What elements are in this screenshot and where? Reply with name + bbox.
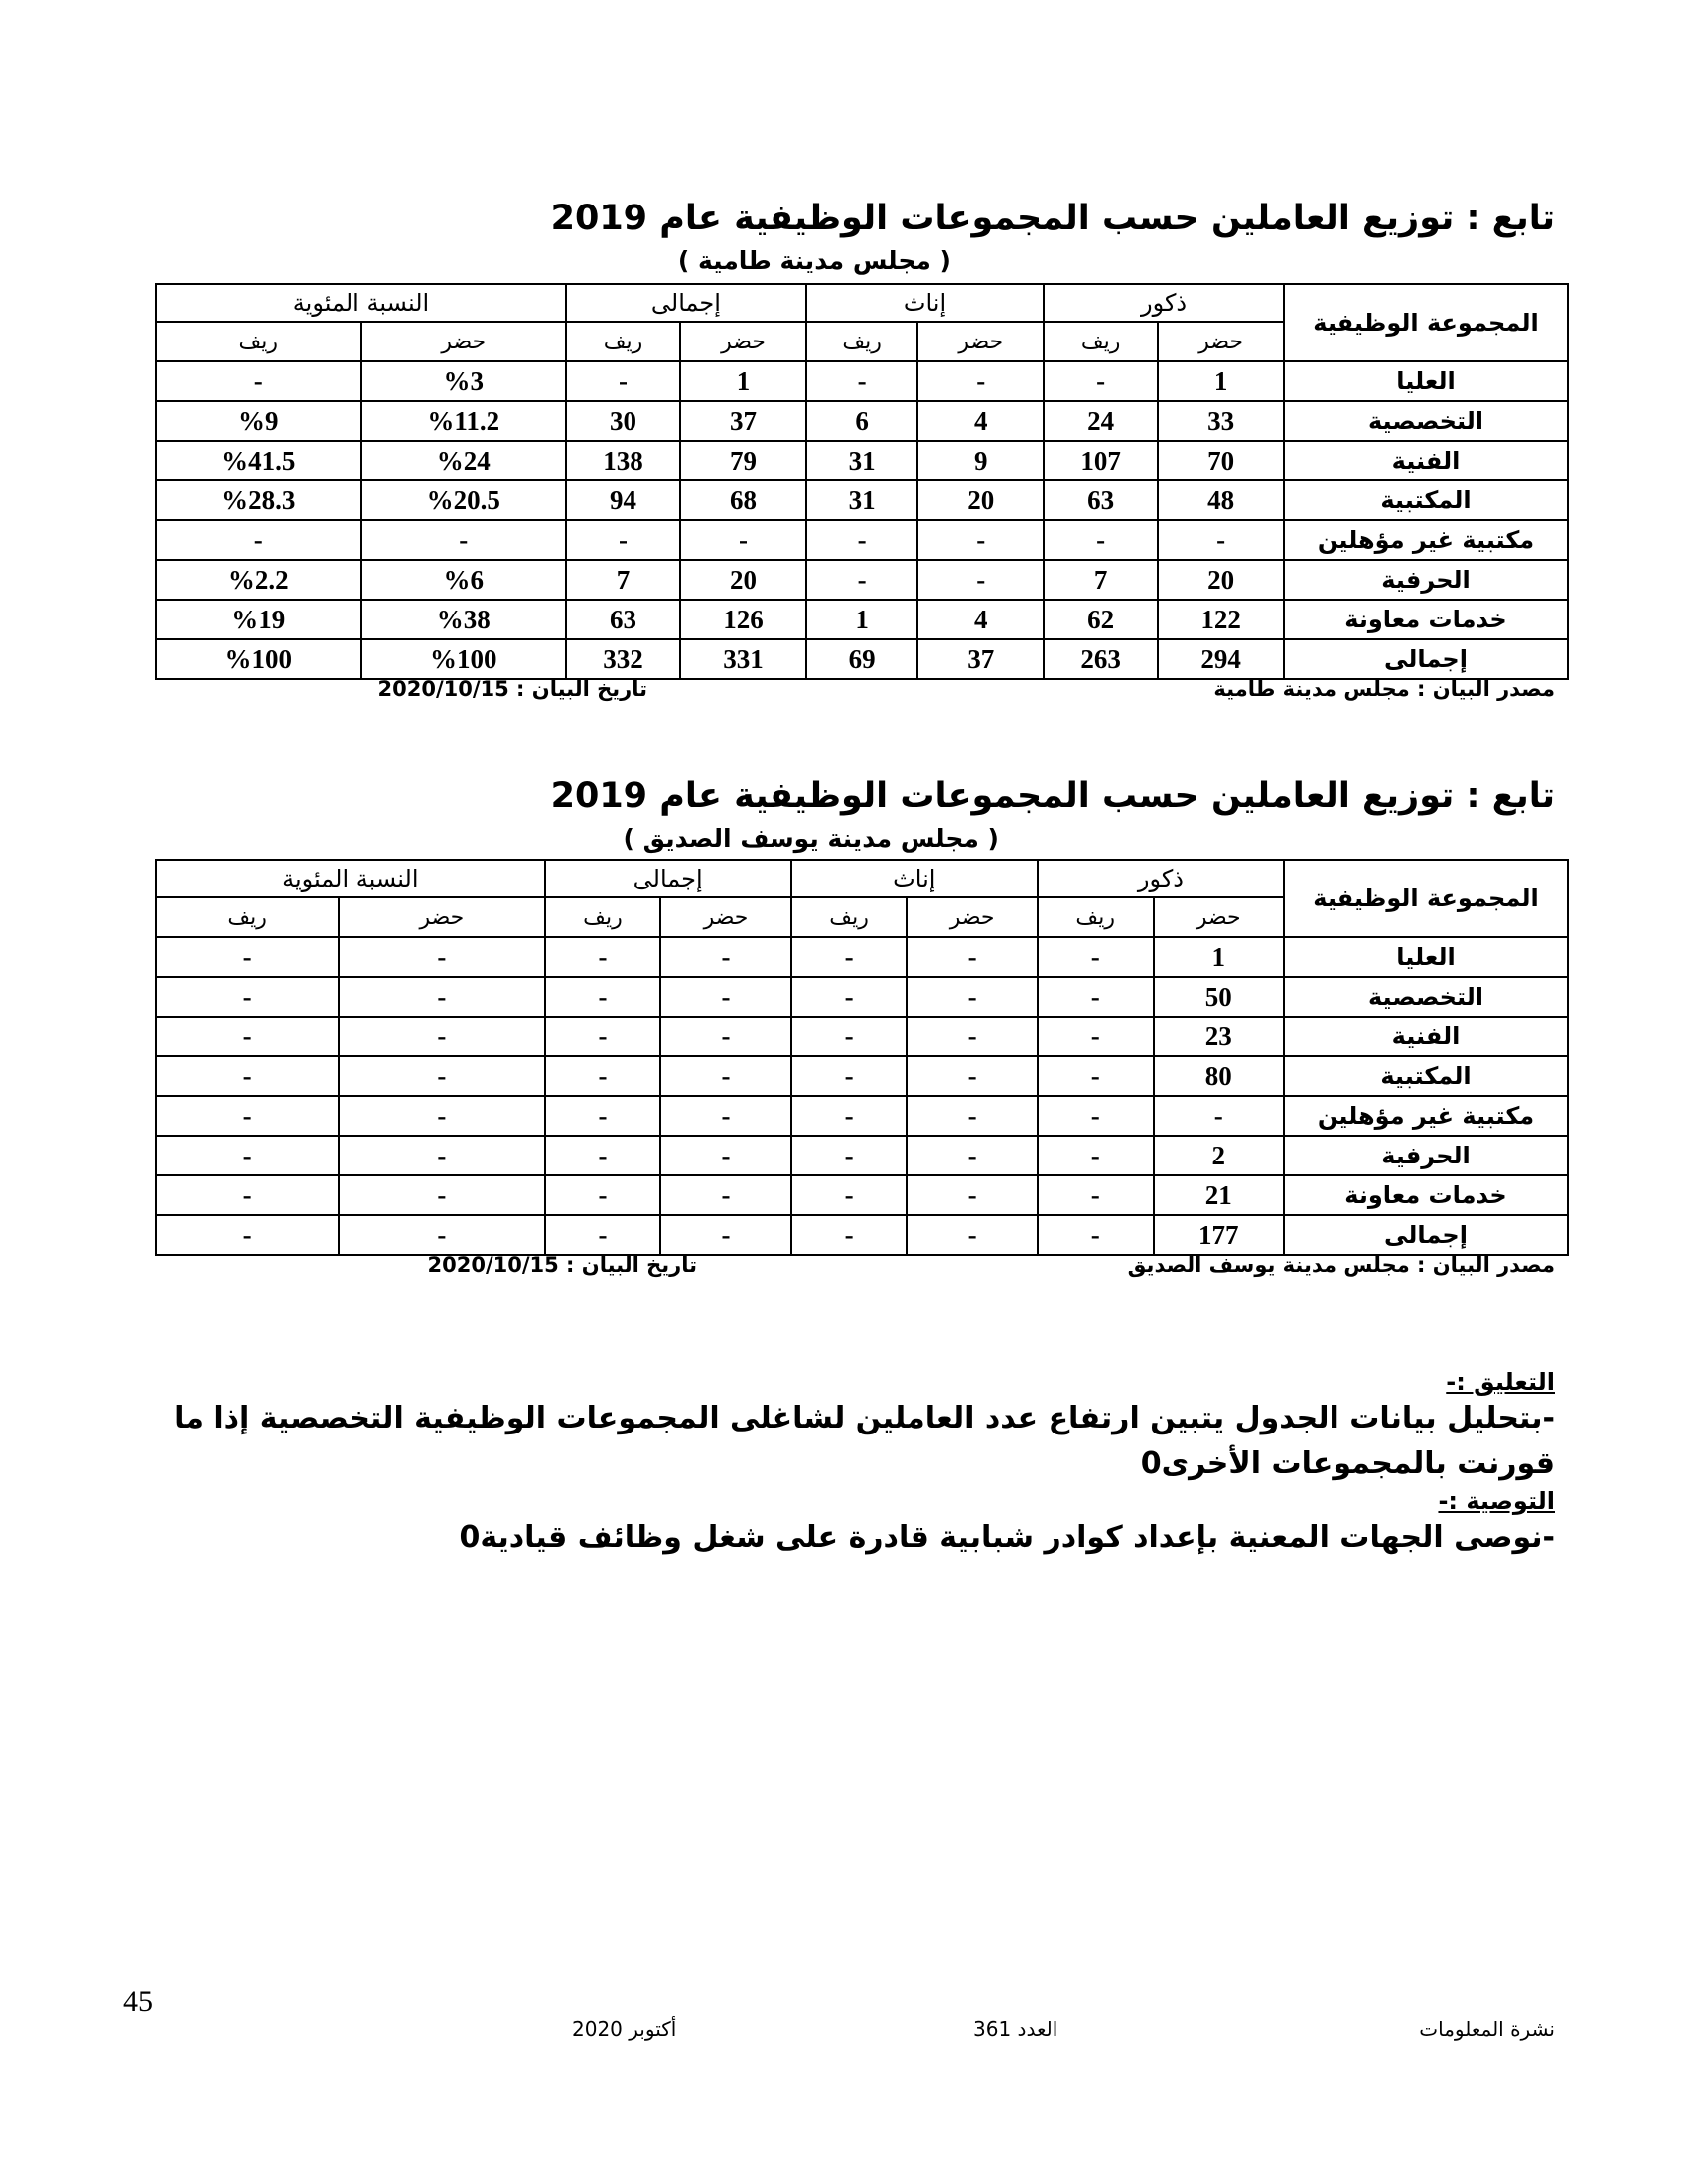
- table-cell: -: [545, 977, 661, 1017]
- table1: [155, 283, 1569, 680]
- table-row: [156, 600, 1568, 639]
- table-cell: 37: [680, 401, 806, 441]
- comment-text: -بتحليل بيانات الجدول يتبين ارتفاع عدد العاملين لشاغلى المجموعات الوظيفية التخصصية إذا ما قورنت بالمجموعات الأخرى0: [174, 1401, 1555, 1481]
- table-cell: 263: [1044, 639, 1158, 679]
- table-cell: 33: [1158, 401, 1284, 441]
- table-cell: -: [1038, 1056, 1154, 1096]
- table-cell: -: [156, 1215, 339, 1255]
- table-cell: -: [806, 361, 917, 401]
- table-cell: -: [907, 1096, 1038, 1136]
- table-cell: 177: [1154, 1215, 1285, 1255]
- table-row: [156, 639, 1568, 679]
- table-cell: -: [156, 520, 361, 560]
- table-cell: -: [156, 1096, 339, 1136]
- header-group: المجموعة الوظيفية: [1284, 284, 1568, 361]
- table-row: [156, 1017, 1568, 1056]
- table2: [155, 859, 1569, 1256]
- table-cell: -: [156, 1017, 339, 1056]
- table-cell: -: [907, 1136, 1038, 1175]
- row-label: التخصصية: [1284, 977, 1568, 1017]
- row-label: مكتبية غير مؤهلين: [1284, 1096, 1568, 1136]
- table-cell: -: [1038, 1096, 1154, 1136]
- table-cell: -: [156, 361, 361, 401]
- header-rural: ريف: [791, 897, 908, 937]
- comment-heading: التعليق :-: [1446, 1368, 1555, 1396]
- table-cell: -: [545, 937, 661, 977]
- table-cell: -: [907, 937, 1038, 977]
- table-cell: 70: [1158, 441, 1284, 480]
- table-cell: -: [660, 1056, 791, 1096]
- table-cell: -: [156, 977, 339, 1017]
- header-total: إجمالى: [566, 284, 806, 322]
- header-urban: حضر: [907, 897, 1038, 937]
- table1-source: مصدر البيان : مجلس مدينة طامية: [1213, 677, 1555, 701]
- table-cell: -: [339, 937, 544, 977]
- table-cell: %6: [361, 560, 566, 600]
- header-rural: ريف: [566, 322, 680, 361]
- table-cell: %11.2: [361, 401, 566, 441]
- row-label: الحرفية: [1284, 560, 1568, 600]
- page-number: 45: [123, 1985, 153, 2018]
- table-cell: %100: [361, 639, 566, 679]
- recommendation-text: -نوصى الجهات المعنية بإعداد كوادر شبابية قادرة على شغل وظائف قيادية0: [459, 1520, 1555, 1555]
- table-cell: 4: [917, 600, 1044, 639]
- table-cell: -: [566, 520, 680, 560]
- table-cell: -: [339, 1056, 544, 1096]
- table-cell: -: [156, 1056, 339, 1096]
- table1-title: تابع : توزيع العاملين حسب المجموعات الوظيفية عام 2019: [550, 199, 1555, 238]
- table-cell: -: [680, 520, 806, 560]
- header-urban: حضر: [1158, 322, 1284, 361]
- table-cell: -: [566, 361, 680, 401]
- table-cell: 30: [566, 401, 680, 441]
- header-rural: ريف: [156, 322, 361, 361]
- table-cell: -: [806, 560, 917, 600]
- table-cell: -: [791, 1017, 908, 1056]
- table-cell: -: [545, 1215, 661, 1255]
- table-cell: -: [806, 520, 917, 560]
- table-cell: -: [791, 977, 908, 1017]
- table-cell: -: [917, 520, 1044, 560]
- table-cell: -: [361, 520, 566, 560]
- table-cell: 24: [1044, 401, 1158, 441]
- table-cell: -: [791, 1136, 908, 1175]
- table-cell: -: [1038, 977, 1154, 1017]
- table-cell: -: [156, 1136, 339, 1175]
- table-cell: -: [907, 977, 1038, 1017]
- table-cell: 1: [1154, 937, 1285, 977]
- table-cell: 20: [917, 480, 1044, 520]
- header-rural: ريف: [156, 897, 339, 937]
- table-cell: 62: [1044, 600, 1158, 639]
- table2-date: تاريخ البيان : 2020/10/15: [427, 1253, 697, 1277]
- header-males: ذكور: [1038, 860, 1284, 897]
- table-cell: -: [917, 361, 1044, 401]
- table-cell: -: [907, 1056, 1038, 1096]
- table-cell: 122: [1158, 600, 1284, 639]
- header-urban: حضر: [361, 322, 566, 361]
- table-cell: 48: [1158, 480, 1284, 520]
- footer-issue: العدد 361: [973, 2017, 1058, 2041]
- row-label: إجمالى: [1284, 1215, 1568, 1255]
- table-cell: 331: [680, 639, 806, 679]
- table-cell: 68: [680, 480, 806, 520]
- table-cell: -: [660, 1017, 791, 1056]
- table-cell: %2.2: [156, 560, 361, 600]
- table-cell: -: [545, 1017, 661, 1056]
- table-cell: %3: [361, 361, 566, 401]
- table-row: [156, 1215, 1568, 1255]
- recommendation-heading: التوصية :-: [1438, 1487, 1555, 1515]
- header-females: إناث: [806, 284, 1044, 322]
- footer-date: أكتوبر 2020: [572, 2017, 677, 2041]
- table-cell: 79: [680, 441, 806, 480]
- table-cell: -: [791, 1096, 908, 1136]
- table-row: [156, 441, 1568, 480]
- row-label: خدمات معاونة: [1284, 600, 1568, 639]
- table-cell: -: [1038, 1017, 1154, 1056]
- header-urban: حضر: [339, 897, 544, 937]
- table-cell: -: [339, 1136, 544, 1175]
- table-cell: -: [660, 1215, 791, 1255]
- table-cell: 9: [917, 441, 1044, 480]
- table-row: [156, 1136, 1568, 1175]
- header-rural: ريف: [1044, 322, 1158, 361]
- table-cell: -: [660, 937, 791, 977]
- header-total: إجمالى: [545, 860, 791, 897]
- table-cell: -: [1044, 361, 1158, 401]
- header-urban: حضر: [917, 322, 1044, 361]
- row-label: الفنية: [1284, 441, 1568, 480]
- header-group: المجموعة الوظيفية: [1284, 860, 1568, 937]
- table-cell: -: [339, 1017, 544, 1056]
- table-cell: 94: [566, 480, 680, 520]
- table-row: [156, 401, 1568, 441]
- row-label: إجمالى: [1284, 639, 1568, 679]
- table-cell: 80: [1154, 1056, 1285, 1096]
- table-cell: 20: [680, 560, 806, 600]
- row-label: مكتبية غير مؤهلين: [1284, 520, 1568, 560]
- table-cell: %28.3: [156, 480, 361, 520]
- table-cell: -: [791, 937, 908, 977]
- table-cell: -: [660, 1136, 791, 1175]
- table-cell: 6: [806, 401, 917, 441]
- header-males: ذكور: [1044, 284, 1284, 322]
- table-cell: -: [339, 1215, 544, 1255]
- table-cell: -: [545, 1096, 661, 1136]
- table-row: [156, 937, 1568, 977]
- header-urban: حضر: [1154, 897, 1285, 937]
- table-cell: 31: [806, 441, 917, 480]
- table-cell: -: [1038, 937, 1154, 977]
- header-urban: حضر: [660, 897, 791, 937]
- table-row: [156, 977, 1568, 1017]
- table-cell: 7: [1044, 560, 1158, 600]
- row-label: التخصصية: [1284, 401, 1568, 441]
- table-row: [156, 1096, 1568, 1136]
- table-cell: -: [907, 1215, 1038, 1255]
- table-row: [156, 361, 1568, 401]
- header-rural: ريف: [545, 897, 661, 937]
- header-urban: حضر: [680, 322, 806, 361]
- row-label: المكتبية: [1284, 1056, 1568, 1096]
- table2-source: مصدر البيان : مجلس مدينة يوسف الصديق: [1127, 1253, 1555, 1277]
- table-cell: %9: [156, 401, 361, 441]
- table-cell: -: [660, 977, 791, 1017]
- table-cell: -: [1044, 520, 1158, 560]
- table-cell: -: [545, 1175, 661, 1215]
- table-cell: -: [791, 1175, 908, 1215]
- table-cell: 23: [1154, 1017, 1285, 1056]
- table-row: [156, 520, 1568, 560]
- table-cell: 1: [1158, 361, 1284, 401]
- table1-date: تاريخ البيان : 2020/10/15: [377, 677, 647, 701]
- header-percent: النسبة المئوية: [156, 860, 545, 897]
- table-cell: -: [156, 1175, 339, 1215]
- table-cell: 31: [806, 480, 917, 520]
- table-cell: %24: [361, 441, 566, 480]
- table-cell: -: [1154, 1096, 1285, 1136]
- row-label: المكتبية: [1284, 480, 1568, 520]
- table-cell: 21: [1154, 1175, 1285, 1215]
- table-cell: -: [1158, 520, 1284, 560]
- table-cell: %19: [156, 600, 361, 639]
- footer-publication: نشرة المعلومات: [1419, 2017, 1555, 2041]
- row-label: الحرفية: [1284, 1136, 1568, 1175]
- table-cell: 20: [1158, 560, 1284, 600]
- table-cell: 2: [1154, 1136, 1285, 1175]
- row-label: العليا: [1284, 937, 1568, 977]
- table-row: [156, 480, 1568, 520]
- table-cell: %41.5: [156, 441, 361, 480]
- table-cell: 138: [566, 441, 680, 480]
- table-cell: -: [660, 1175, 791, 1215]
- table-cell: -: [907, 1017, 1038, 1056]
- table-row: [156, 560, 1568, 600]
- table-cell: 4: [917, 401, 1044, 441]
- header-females: إناث: [791, 860, 1038, 897]
- header-rural: ريف: [806, 322, 917, 361]
- table-cell: 69: [806, 639, 917, 679]
- table1-subtitle: ( مجلس مدينة طامية ): [677, 246, 951, 275]
- table-cell: -: [791, 1056, 908, 1096]
- table-cell: -: [907, 1175, 1038, 1215]
- table-cell: 126: [680, 600, 806, 639]
- table-cell: 63: [566, 600, 680, 639]
- table-cell: 332: [566, 639, 680, 679]
- table-cell: -: [339, 1175, 544, 1215]
- table-cell: -: [917, 560, 1044, 600]
- table-cell: %100: [156, 639, 361, 679]
- header-rural: ريف: [1038, 897, 1154, 937]
- table-cell: %20.5: [361, 480, 566, 520]
- table-cell: -: [1038, 1136, 1154, 1175]
- table-cell: -: [339, 977, 544, 1017]
- table-cell: 294: [1158, 639, 1284, 679]
- table-cell: -: [339, 1096, 544, 1136]
- table-cell: 63: [1044, 480, 1158, 520]
- notes-section: [105, 1368, 1555, 1561]
- table-cell: -: [791, 1215, 908, 1255]
- table-cell: -: [660, 1096, 791, 1136]
- table-cell: 50: [1154, 977, 1285, 1017]
- table-row: [156, 1056, 1568, 1096]
- header-percent: النسبة المئوية: [156, 284, 566, 322]
- table-cell: -: [545, 1056, 661, 1096]
- table-cell: -: [156, 937, 339, 977]
- table-cell: 107: [1044, 441, 1158, 480]
- table-cell: -: [1038, 1175, 1154, 1215]
- table-cell: 37: [917, 639, 1044, 679]
- table-cell: -: [1038, 1215, 1154, 1255]
- table-row: [156, 1175, 1568, 1215]
- row-label: الفنية: [1284, 1017, 1568, 1056]
- table2-title: تابع : توزيع العاملين حسب المجموعات الوظيفية عام 2019: [550, 776, 1555, 816]
- table-cell: 1: [680, 361, 806, 401]
- row-label: خدمات معاونة: [1284, 1175, 1568, 1215]
- table-cell: 7: [566, 560, 680, 600]
- table-cell: 1: [806, 600, 917, 639]
- table-cell: -: [545, 1136, 661, 1175]
- table-cell: %38: [361, 600, 566, 639]
- table2-subtitle: ( مجلس مدينة يوسف الصديق ): [623, 824, 999, 853]
- row-label: العليا: [1284, 361, 1568, 401]
